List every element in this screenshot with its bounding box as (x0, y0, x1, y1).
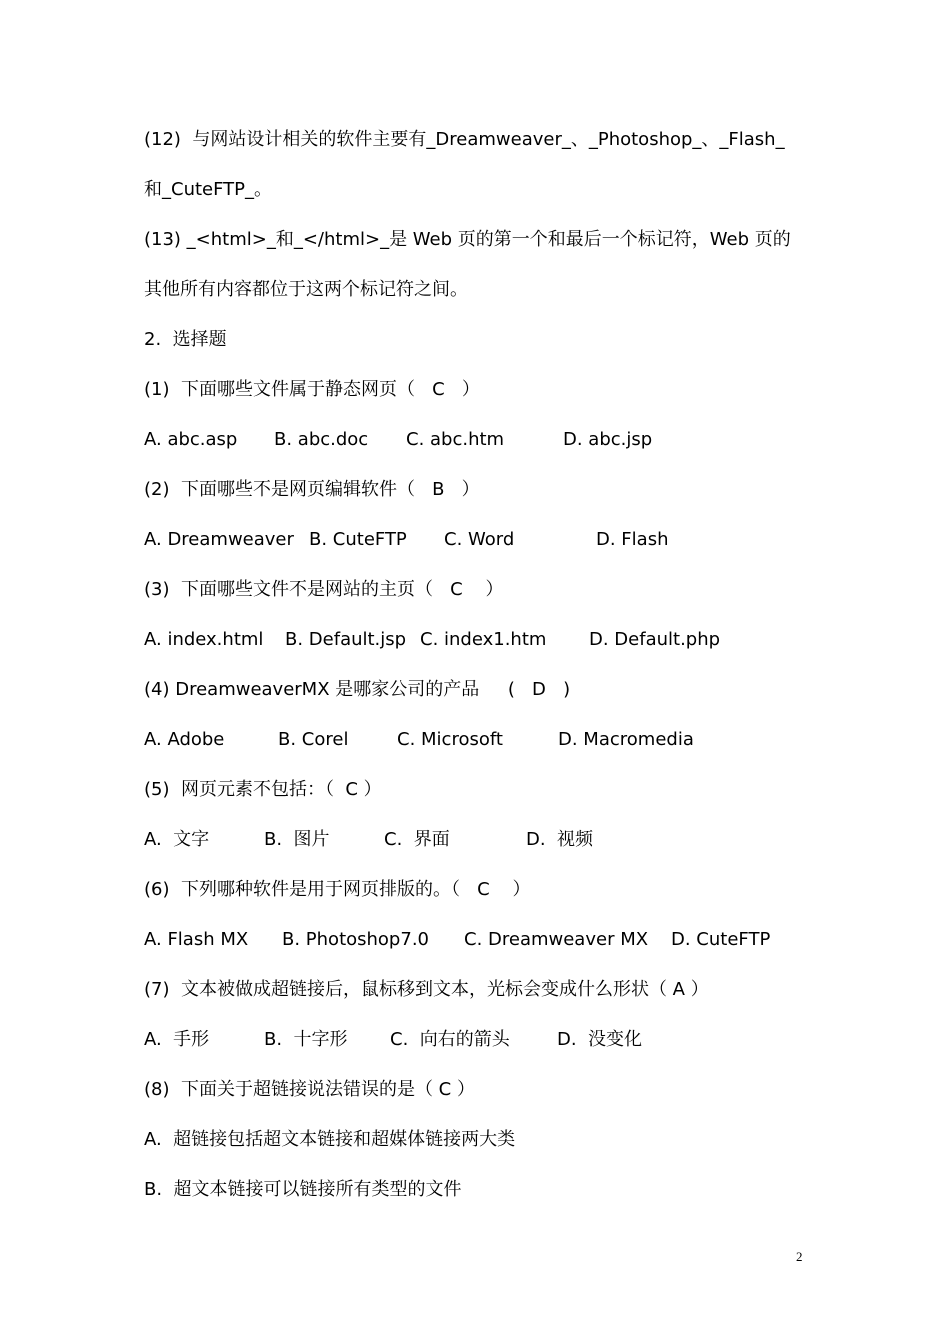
q8-option-b: B. 超文本链接可以链接所有类型的文件 (144, 1179, 462, 1200)
q7-option-b: B. 十字形 (264, 1029, 348, 1050)
q1-option-a: A. abc.asp (144, 429, 238, 450)
q5-option-d: D. 视频 (526, 829, 594, 850)
q1-option-d: D. abc.jsp (563, 429, 653, 450)
question-6-stem: (6) 下列哪种软件是用于网页排版的。（ C ） (144, 879, 531, 900)
q13-line-1: (13) _<html>_和_</html>_是 Web 页的第一个和最后一个标记符，Web 页的 (144, 229, 791, 250)
question-4-stem: (4) DreamweaverMX 是哪家公司的产品 ( D ) (144, 679, 571, 700)
question-7-stem: (7) 文本被做成超链接后，鼠标移到文本，光标会变成什么形状（ A ） (144, 979, 709, 1000)
page-content (144, 124, 816, 1224)
q2-option-a: A. Dreamweaver (144, 529, 294, 550)
q4-option-c: C. Microsoft (397, 729, 503, 750)
q12-line-2: 和_CuteFTP_。 (144, 179, 272, 200)
q5-option-c: C. 界面 (384, 829, 450, 850)
q7-option-a: A. 手形 (144, 1029, 210, 1050)
q3-option-c: C. index1.htm (420, 629, 547, 650)
question-1-stem: (1) 下面哪些文件属于静态网页（ C ） (144, 379, 480, 400)
q1-option-c: C. abc.htm (406, 429, 505, 450)
q5-option-b: B. 图片 (264, 829, 330, 850)
q2-option-b: B. CuteFTP (309, 529, 407, 550)
q6-option-c: C. Dreamweaver MX (464, 929, 649, 950)
q6-option-b: B. Photoshop7.0 (282, 929, 429, 950)
q6-option-a: A. Flash MX (144, 929, 249, 950)
page-number: 2 (796, 1249, 803, 1264)
question-5-stem: (5) 网页元素不包括：（ C ） (144, 779, 382, 800)
question-2-options (144, 524, 816, 574)
q7-option-c: C. 向右的箭头 (390, 1029, 510, 1050)
question-4-options (144, 724, 816, 774)
q12-line-1: (12) 与网站设计相关的软件主要有_Dreamweaver_、_Photoshop_、_Flash_ (144, 129, 785, 150)
q4-option-a: A. Adobe (144, 729, 225, 750)
q1-option-b: B. abc.doc (274, 429, 369, 450)
question-5-options (144, 824, 816, 874)
q2-option-c: C. Word (444, 529, 515, 550)
question-7-options (144, 1024, 816, 1074)
q7-option-d: D. 没变化 (557, 1029, 643, 1050)
q3-option-d: D. Default.php (589, 629, 721, 650)
question-2-stem: (2) 下面哪些不是网页编辑软件（ B ） (144, 479, 480, 500)
question-3-stem: (3) 下面哪些文件不是网站的主页（ C ） (144, 579, 504, 600)
q6-option-d: D. CuteFTP (671, 929, 771, 950)
q2-option-d: D. Flash (596, 529, 669, 550)
q5-option-a: A. 文字 (144, 829, 210, 850)
section-heading-choice: 2. 选择题 (144, 329, 227, 350)
question-6-options (144, 924, 816, 974)
q4-option-d: D. Macromedia (558, 729, 694, 750)
q3-option-a: A. index.html (144, 629, 264, 650)
q4-option-b: B. Corel (278, 729, 349, 750)
question-1-options (144, 424, 816, 474)
question-8-stem: (8) 下面关于超链接说法错误的是（ C ） (144, 1079, 475, 1100)
q3-option-b: B. Default.jsp (285, 629, 407, 650)
question-3-options (144, 624, 816, 674)
q13-line-2: 其他所有内容都位于这两个标记符之间。 (144, 279, 468, 300)
q8-option-a: A. 超链接包括超文本链接和超媒体链接两大类 (144, 1129, 516, 1150)
